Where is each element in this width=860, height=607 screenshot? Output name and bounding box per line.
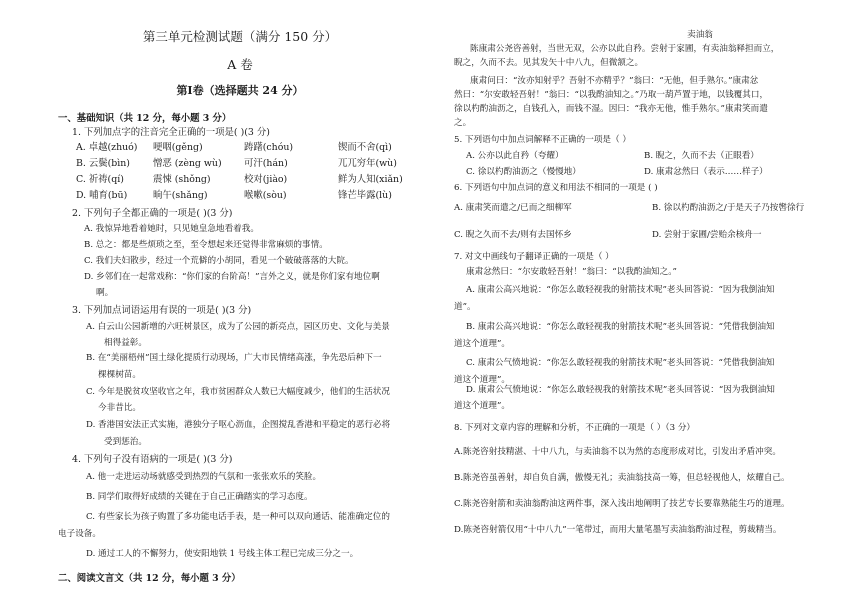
q7-option-b[interactable]: B. 康肃公高兴地说：“你怎么敢轻视我的射箭技术呢”老头回答说：“凭借我倒油知 [466,322,775,332]
q1-d-w4: 锋芒毕露(lù) [338,190,392,201]
q1-c-w2: 震悚 (shǒng) [153,174,211,185]
q6-option-a[interactable]: A. 康肃笑而遣之/已而之细柳军 [454,203,572,213]
q1-a-w4: 锲而不舍(qì) [338,142,392,153]
q2-stem: 2. 下列句子全都正确的一项是( )(3 分) [72,208,233,219]
q8-option-c[interactable]: C.陈尧咨射箭和卖油翁酌油这两件事，深入浅出地阐明了技艺专长要靠熟能生巧的道理。 [454,499,790,509]
q4-option-a[interactable]: A. 他一走进运动场就感受到热烈的气氛和一张张欢乐的笑脸。 [86,472,322,482]
q2-option-d[interactable]: D. 乡邻们在一起常戏称：“你们家的台阶高！”言外之义，就是你们家有地位啊 [84,272,380,282]
q2-option-c[interactable]: C. 我们夫妇散步，经过一个荒僻的小胡同，看见一个破破落落的大院。 [84,256,354,266]
q1-b-w4: 兀兀穷年(wù) [338,158,397,169]
q8-option-a[interactable]: A.陈尧咨射技精湛、十中八九，与卖油翁不以为然的态度形成对比，引发出矛盾冲突。 [454,447,781,457]
q8-option-b[interactable]: B.陈尧咨虽善射，却自负自满，傲慢无礼；卖油翁技高一筹，但总轻视他人，炫耀自己。 [454,473,790,483]
passage-line-5: 徐以杓酌油沥之，自钱孔入，而钱不湿。因曰：“我亦无他，惟手熟尔。”康肃笑而遣 [454,104,768,114]
q4-option-b[interactable]: B. 同学们取得好成绩的关键在于自己正确踏实的学习态度。 [86,492,313,502]
q7-option-a-cont: 道”。 [454,302,476,312]
q8-option-d[interactable]: D.陈尧咨射箭仅用“十中八九”一笔带过，而用大量笔墨写卖油翁酌油过程，剪裁精当。 [454,525,782,535]
q1-a-w3: 踌躇(chóu) [244,142,294,153]
q3-option-a-cont: 相得益彰。 [104,338,147,348]
q6-stem: 6. 下列语句中加点词的意义和用法不相同的一项是 ( ) [454,183,658,193]
q7-option-d-cont: 道这个道理”。 [454,401,510,411]
q5-stem: 5. 下列语句中加点词解释不正确的一项是（ ） [454,135,631,145]
q7-option-c-cont: 道这个道理”。 [454,375,510,385]
q3-option-b[interactable]: B. 在“美丽梧州”国土绿化提质行动现场，广大市民情绪高涨，争先恐后种下一 [86,353,382,363]
q4-option-c[interactable]: C. 有些家长为孩子购置了多功能电话手表，是一种可以双向通话、能准确定位的 [86,512,390,522]
q4-stem: 4. 下列句子没有语病的一项是( )(3 分) [72,454,233,465]
exam-title: 第三单元检测试题（满分 150 分） [142,29,338,44]
part1-heading: 一、基础知识（共 12 分，每小题 3 分） [58,113,232,124]
passage-line-1: 陈康肃公尧咨善射，当世无双，公亦以此自矜。尝射于家圃，有卖油翁释担而立， [470,44,780,54]
q1-a-w2: 哽咽(gěng) [153,142,203,153]
q3-stem: 3. 下列加点词语运用有误的一项是( )(3 分) [72,305,252,316]
part2-heading: 二、阅读文言文（共 12 分，每小题 3 分） [58,573,241,584]
q1-c-w4: 鲜为人知(xiǎn) [338,174,403,185]
q7-option-d[interactable]: D. 康肃公气愤地说：“你怎么敢轻视我的射箭技术呢”老头回答说：“因为我倒油知 [466,385,775,395]
q6-option-c[interactable]: C. 睨之久而不去/则有去国怀乡 [454,230,572,240]
q2-option-d-cont: 啊。 [96,288,114,298]
passage-line-4: 然曰：“尔安敢轻吾射！”翁曰：“以我酌油知之。”乃取一葫芦置于地，以钱覆其口， [454,90,769,100]
q7-option-b-cont: 道这个道理”。 [454,339,510,349]
q5-option-b[interactable]: B. 睨之，久而不去（正眼看） [644,151,759,161]
q1-d-w1: D. 哺育(bū) [76,190,128,201]
q7-option-c[interactable]: C. 康肃公气愤地说：“你怎么敢轻视我的射箭技术呢”老头回答说：“凭借我倒油知 [466,358,775,368]
q1-b-w1: B. 云鬓(bìn) [76,158,130,169]
q7-stem: 7. 对文中画线句子翻译正确的一项是（ ） [454,252,614,262]
q3-option-a[interactable]: A. 白云山公园新增的六旺树景区，成为了公园的新亮点，园区历史、文化与美景 [86,322,390,332]
q1-c-w1: C. 祈祷(qí) [76,174,124,185]
section-header: 第Ⅰ卷（选择题共 24 分） [176,84,304,97]
q7-option-a[interactable]: A. 康肃公高兴地说：“你怎么敢轻视我的射箭技术呢”老头回答说：“因为我倒油知 [466,285,775,295]
q5-option-c[interactable]: C. 徐以杓酌油沥之（慢慢地） [466,167,581,177]
q2-option-a[interactable]: A. 我惊异地看着她时，只见她皇急地看着我。 [84,224,259,234]
q3-option-c-cont: 今非昔比。 [98,403,141,413]
q3-option-d[interactable]: D. 香港国安法正式实施，港独分子呕心沥血，企图搅乱香港和平稳定的恶行必将 [86,420,391,430]
passage-line-2: 睨之，久而不去。见其发矢十中八九，但微颔之。 [454,58,644,68]
q6-option-d[interactable]: D. 尝射于家圃/尝贻余核舟一 [652,230,762,240]
q1-d-w3: 喉嗽(sòu) [244,190,287,201]
q1-c-w3: 校对(jiào) [244,174,288,185]
passage-title: 卖油翁 [687,30,713,40]
q5-option-d[interactable]: D. 康肃忿然曰（表示……样子） [644,167,768,177]
q8-stem: 8. 下列对文章内容的理解和分析，不正确的一项是（ ）（3 分） [454,423,696,433]
q3-option-c[interactable]: C. 今年是脱贫攻坚收官之年，我市贫困群众人数已大幅度减少，他们的生活状况 [86,387,390,397]
q1-a-w1: A. 卓越(zhuó) [76,142,138,153]
q1-stem: 1. 下列加点字的注音完全正确的一项是( )(3 分) [72,127,270,138]
q4-option-d[interactable]: D. 通过工人的不懈努力，使安阳地铁 1 号线主体工程已完成三分之一。 [86,549,359,559]
exam-subtitle: A 卷 [227,57,253,72]
q1-b-w3: 可汗(hán) [244,158,288,169]
q6-option-b[interactable]: B. 徐以杓酌油沥之/于是天子乃按辔徐行 [652,203,805,213]
passage-line-6: 之。 [454,118,472,128]
q5-option-a[interactable]: A. 公亦以此自矜（夸耀） [466,151,564,161]
passage-line-3: 康肃问曰：“汝亦知射乎？吾射不亦精乎？”翁曰：“无他，但手熟尔。”康肃忿 [470,76,759,86]
q7-quote: 康肃忿然曰：“尔安敢轻吾射！”翁曰：“以我酌油知之。” [466,267,677,277]
q2-option-b[interactable]: B. 总之：都是些烦琐之至，至令想起来还觉得非常麻烦的事情。 [84,240,328,250]
q1-b-w2: 憎恶 (zèng wù) [153,158,222,169]
q3-option-b-cont: 棵棵树苗。 [98,370,141,380]
q3-option-d-cont: 受到惩治。 [104,437,147,447]
q4-option-c-cont: 电子设备。 [58,529,101,539]
q1-d-w2: 晌午(shǎng) [153,190,208,201]
